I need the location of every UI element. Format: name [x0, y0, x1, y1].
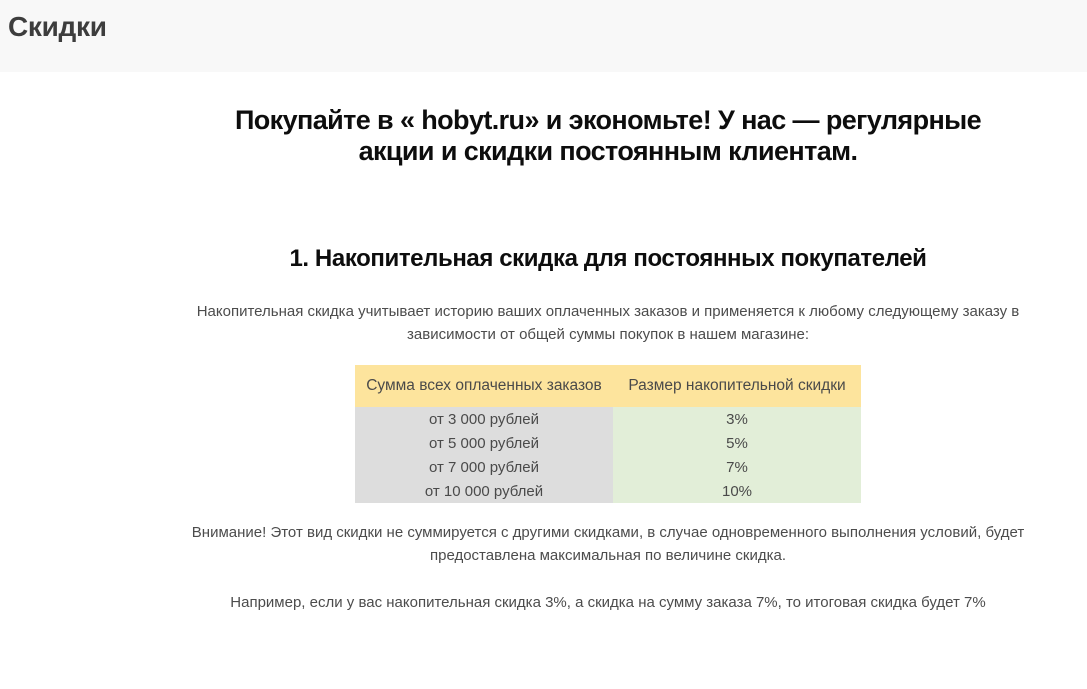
order-sum-cell: от 5 000 рублей: [355, 431, 613, 455]
order-sum-cell: от 7 000 рублей: [355, 455, 613, 479]
header-cell-order-sum: Сумма всех оплаченных заказов: [355, 365, 613, 407]
discount-table-body: [355, 407, 861, 503]
discount-table: [355, 365, 861, 503]
section-heading: 1. Накопительная скидка для постоянных покупателей: [289, 245, 927, 272]
main-content: [128, 105, 1087, 614]
table-row: [355, 479, 861, 503]
page-header: [0, 0, 1087, 72]
header-cell-discount-size: Размер накопительной скидки: [613, 365, 861, 407]
order-sum-cell: от 3 000 рублей: [355, 407, 613, 431]
page-title: Скидки: [8, 11, 107, 42]
table-row: [355, 431, 861, 455]
discount-cell: 7%: [613, 455, 861, 479]
table-row: [355, 407, 861, 431]
table-row: [355, 455, 861, 479]
example-text: Например, если у вас накопительная скидка 3%, а скидка на сумму заказа 7%, то итоговая скидка будет 7%: [230, 594, 986, 611]
promo-heading: Покупайте в « hobyt.ru» и экономьте! У нас — регулярные акции и скидки постоянным клиентам.: [234, 105, 982, 166]
warning-text: Внимание! Этот вид скидки не суммируется с другими скидками, в случае одновременного выполнения условий, будет предоставлена максимальная по величине скидка.: [191, 524, 1025, 564]
discount-cell: 5%: [613, 431, 861, 455]
order-sum-cell: от 10 000 рублей: [355, 479, 613, 503]
table-header-row: [355, 365, 861, 407]
intro-text: Накопительная скидка учитывает историю ваших оплаченных заказов и применяется к любому следующему заказу в зависимости от общей суммы покупок в нашем магазине:: [196, 303, 1020, 343]
discount-cell: 10%: [613, 479, 861, 503]
discount-cell: 3%: [613, 407, 861, 431]
discount-table-head: [355, 365, 861, 407]
